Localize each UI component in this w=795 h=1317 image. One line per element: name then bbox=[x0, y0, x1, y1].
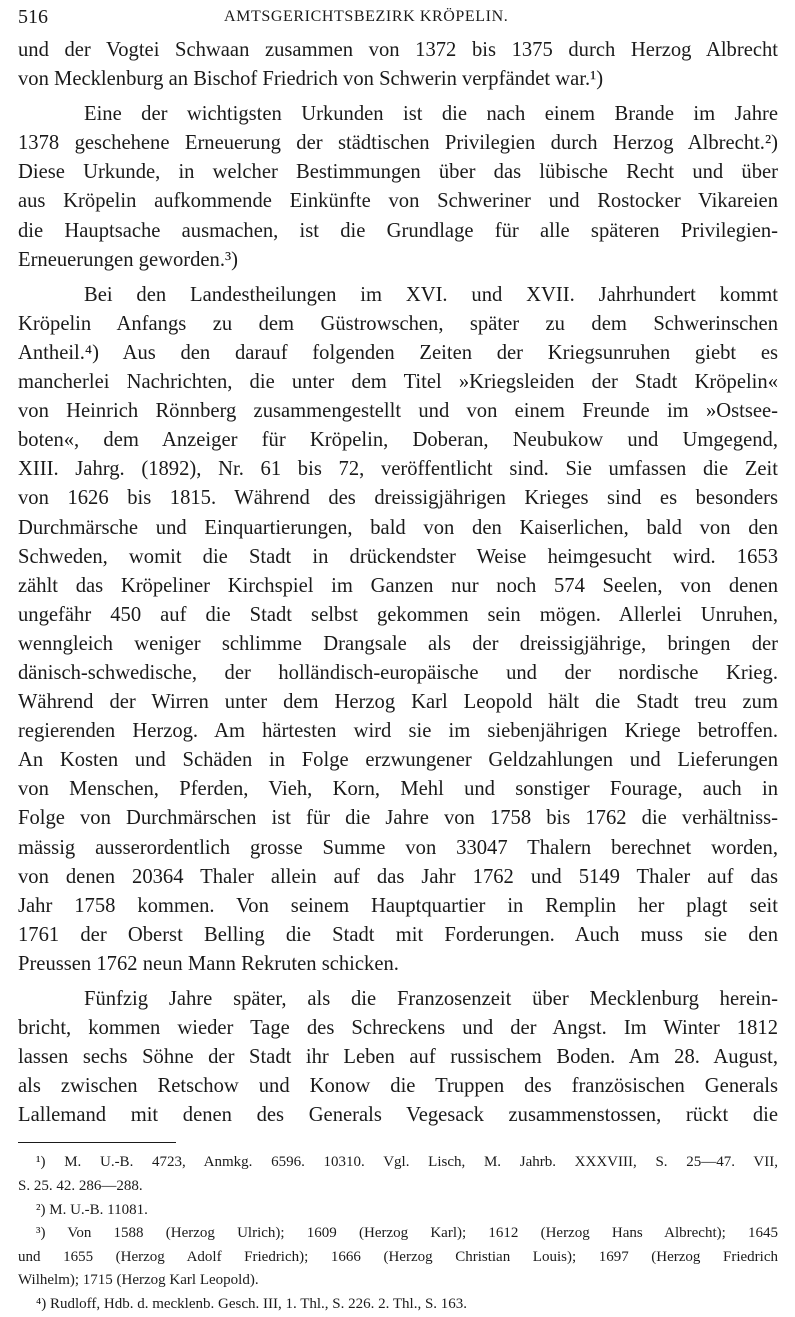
text-line: ungefähr 450 auf die Stadt selbst gekommen sein mögen. Allerlei Unruhen, bbox=[18, 603, 778, 626]
paragraph-3 bbox=[18, 281, 778, 979]
text-line: Schweden, womit die Stadt in drückendster Weise heimgesucht wird. 1653 bbox=[18, 545, 778, 568]
text-line: Antheil.⁴) Aus den darauf folgenden Zeiten der Kriegsunruhen giebt es bbox=[18, 341, 778, 364]
text-line: von denen 20364 Thaler allein auf das Jahr 1762 und 5149 Thaler auf das bbox=[18, 865, 778, 888]
footnote-line: ¹) M. U.-B. 4723, Anmkg. 6596. 10310. Vgl. Lisch, M. Jahrb. XXXVIII, S. 25—47. VII, bbox=[36, 1154, 778, 1171]
text-line: An Kosten und Schäden in Folge erzwungener Geldzahlungen und Lieferungen bbox=[18, 749, 778, 772]
text-line: wenngleich weniger schlimme Drangsale als der dreissigjährige, bringen der bbox=[18, 632, 778, 655]
footnotes bbox=[18, 1151, 778, 1316]
text-line: Erneuerungen geworden.³) bbox=[18, 248, 239, 271]
text-line: 1761 der Oberst Belling die Stadt mit Forderungen. Auch muss sie den bbox=[18, 923, 778, 946]
footnote-line: S. 25. 42. 286—288. bbox=[18, 1178, 143, 1195]
paragraph-1 bbox=[18, 36, 778, 94]
text-line: bricht, kommen wieder Tage des Schreckens und der Angst. Im Winter 1812 bbox=[18, 1017, 778, 1040]
text-line: Folge von Durchmärschen ist für die Jahre von 1758 bis 1762 die verhältniss- bbox=[18, 807, 778, 830]
text-line: als zwischen Retschow und Konow die Truppen des französischen Generals bbox=[18, 1075, 778, 1098]
text-line: Diese Urkunde, in welcher Bestimmungen über das lübische Recht und über bbox=[18, 161, 778, 184]
footnote-line: ³) Von 1588 (Herzog Ulrich); 1609 (Herzog Karl); 1612 (Herzog Hans Albrecht); 1645 bbox=[36, 1225, 778, 1242]
footnote-line: ²) M. U.-B. 11081. bbox=[36, 1201, 148, 1218]
text-line: und der Vogtei Schwaan zusammen von 1372 bis 1375 durch Herzog Albrecht bbox=[18, 39, 778, 61]
text-line: Kröpelin Anfangs zu dem Güstrowschen, später zu dem Schwerinschen bbox=[18, 312, 778, 335]
paragraph-4 bbox=[18, 985, 778, 1130]
text-line: von Menschen, Pferden, Vieh, Korn, Mehl und sonstiger Fourage, auch in bbox=[18, 778, 778, 801]
text-line: die Hauptsache ausmachen, ist die Grundlage für alle späteren Privilegien- bbox=[18, 219, 778, 242]
footnote-line: ⁴) Rudloff, Hdb. d. mecklenb. Gesch. III, 1. Thl., S. 226. 2. Thl., S. 163. bbox=[36, 1296, 468, 1313]
footnote-divider bbox=[18, 1142, 176, 1143]
text-line: Preussen 1762 neun Mann Rekruten schicken. bbox=[18, 952, 399, 975]
book-page bbox=[18, 0, 778, 1317]
text-line: 1378 geschehene Erneuerung der städtischen Privilegien durch Herzog Albrecht.²) bbox=[18, 132, 778, 155]
footnote-line: Wilhelm); 1715 (Herzog Karl Leopold). bbox=[18, 1272, 259, 1289]
text-line: dänisch-schwedische, der holländisch-europäische und der nordische Krieg. bbox=[18, 661, 778, 684]
text-line: Jahr 1758 kommen. Von seinem Hauptquartier in Remplin her plagt seit bbox=[18, 894, 778, 917]
text-line: Während der Wirren unter dem Herzog Karl Leopold hält die Stadt treu zum bbox=[18, 691, 778, 714]
text-line: Bei den Landestheilungen im XVI. und XVII. Jahrhundert kommt bbox=[84, 283, 778, 306]
text-line: Durchmärsche und Einquartierungen, bald von den Kaiserlichen, bald von den bbox=[18, 516, 778, 539]
text-line: Eine der wichtigsten Urkunden ist die nach einem Brande im Jahre bbox=[84, 103, 778, 126]
running-title: AMTSGERICHTSBEZIRK KRÖPELIN. bbox=[224, 8, 509, 25]
text-line: Lallemand mit denen des Generals Vegesack zusammenstossen, rückt die bbox=[18, 1104, 778, 1127]
text-line: XIII. Jahrg. (1892), Nr. 61 bis 72, veröffentlicht sind. Sie umfassen die Zeit bbox=[18, 458, 778, 481]
text-line: mancherlei Nachrichten, die unter dem Titel »Kriegsleiden der Stadt Kröpelin« bbox=[18, 371, 778, 394]
text-line: regierenden Herzog. Am härtesten wird sie im siebenjährigen Kriege betroffen. bbox=[18, 720, 778, 743]
text-line: zählt das Kröpeliner Kirchspiel im Ganzen nur noch 574 Seelen, von denen bbox=[18, 574, 778, 597]
text-line: boten«, dem Anzeiger für Kröpelin, Doberan, Neubukow und Umgegend, bbox=[18, 429, 778, 452]
running-head bbox=[18, 0, 778, 36]
text-line: aus Kröpelin aufkommende Einkünfte von Schweriner und Rostocker Vikareien bbox=[18, 190, 778, 213]
text-line: von Heinrich Rönnberg zusammengestellt und von einem Freunde im »Ostsee- bbox=[18, 400, 778, 423]
text-line: mässig ausserordentlich grosse Summe von 33047 Thalern berechnet worden, bbox=[18, 836, 778, 859]
body-text bbox=[18, 36, 778, 1130]
footnote-line: und 1655 (Herzog Adolf Friedrich); 1666 (Herzog Christian Louis); 1697 (Herzog Friedrich bbox=[18, 1248, 778, 1265]
text-line: von 1626 bis 1815. Während des dreissigjährigen Krieges sind es besonders bbox=[18, 487, 778, 510]
page-number: 516 bbox=[18, 6, 48, 28]
paragraph-2 bbox=[18, 100, 778, 275]
text-line: Fünfzig Jahre später, als die Franzosenzeit über Mecklenburg herein- bbox=[84, 988, 778, 1010]
text-line: von Mecklenburg an Bischof Friedrich von Schwerin verpfändet war.¹) bbox=[18, 68, 604, 91]
text-line: lassen sechs Söhne der Stadt ihr Leben auf russischem Boden. Am 28. August, bbox=[18, 1046, 778, 1069]
